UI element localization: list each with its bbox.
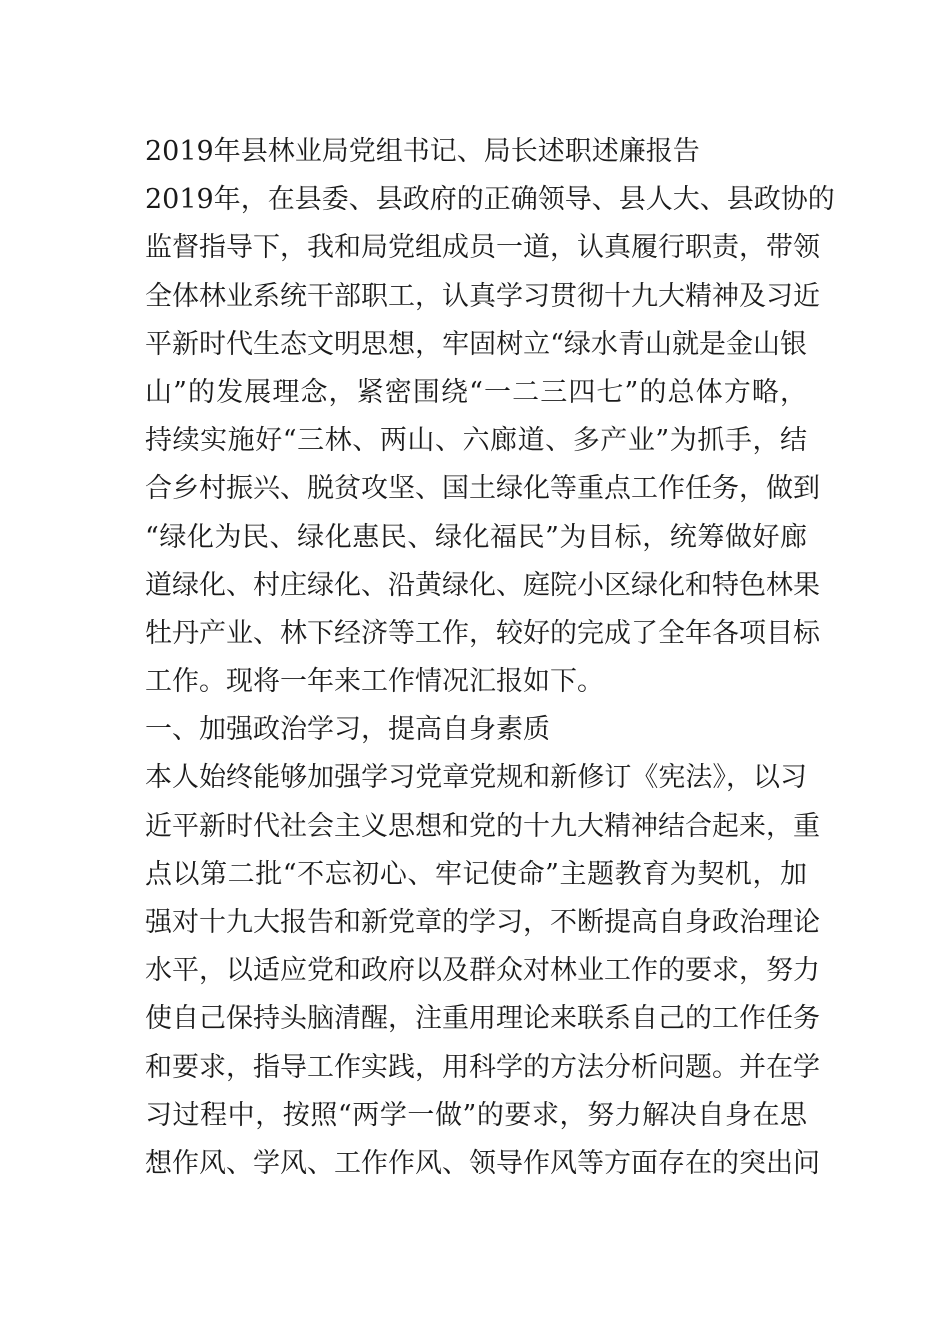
document-title: 2019年县林业局党组书记、局长述职述廉报告 (145, 136, 700, 167)
section1-line-8: 习过程中，按照“两学一做”的要求，努力解决自身在思 (145, 1099, 807, 1131)
intro-line-3: 全体林业系统干部职工，认真学习贯彻十九大精神及习近 (145, 280, 820, 312)
intro-line-6: 持续实施好“三林、两山、六廊道、多产业”为抓手，结 (145, 425, 807, 457)
section1-line-9: 想作风、学风、工作作风、领导作风等方面存在的突出问 (145, 1147, 820, 1179)
intro-line-10: 牡丹产业、林下经济等工作，较好的完成了全年各项目标 (145, 617, 820, 649)
section1-line-4: 强对十九大报告和新党章的学习，不断提高自身政治理论 (145, 907, 820, 938)
intro-line-4: 平新时代生态文明思想，牢固树立“绿水青山就是金山银 (145, 328, 807, 360)
section1-line-1: 本人始终能够加强学习党章党规和新修订《宪法》，以习 (145, 762, 807, 794)
intro-line-1: 2019年，在县委、县政府的正确领导、县人大、县政协的 (145, 184, 835, 216)
intro-line-7: 合乡村振兴、脱贫攻坚、国土绿化等重点工作任务，做到 (145, 473, 820, 505)
section1-line-3: 点以第二批“不忘初心、牢记使命”主题教育为契机，加 (145, 858, 807, 890)
intro-line-8: “绿化为民、绿化惠民、绿化福民”为目标，统筹做好廊 (145, 521, 807, 553)
document-body (145, 128, 835, 1188)
section1-line-6: 使自己保持头脑清醒，注重用理论来联系自己的工作任务 (145, 1003, 820, 1035)
intro-line-9: 道绿化、村庄绿化、沿黄绿化、庭院小区绿化和特色林果 (145, 569, 820, 601)
intro-line-2: 监督指导下，我和局党组成员一道，认真履行职责，带领 (145, 232, 820, 264)
intro-line-5: 山”的发展理念，紧密围绕“一二三四七”的总体方略， (145, 376, 807, 408)
section1-line-2: 近平新时代社会主义思想和党的十九大精神结合起来，重 (145, 810, 820, 842)
section1-heading: 一、加强政治学习，提高自身素质 (145, 714, 550, 746)
section1-line-5: 水平，以适应党和政府以及群众对林业工作的要求，努力 (145, 955, 820, 987)
section1-line-7: 和要求，指导工作实践，用科学的方法分析问题。并在学 (145, 1051, 820, 1083)
intro-line-11: 工作。现将一年来工作情况汇报如下。 (145, 666, 604, 698)
